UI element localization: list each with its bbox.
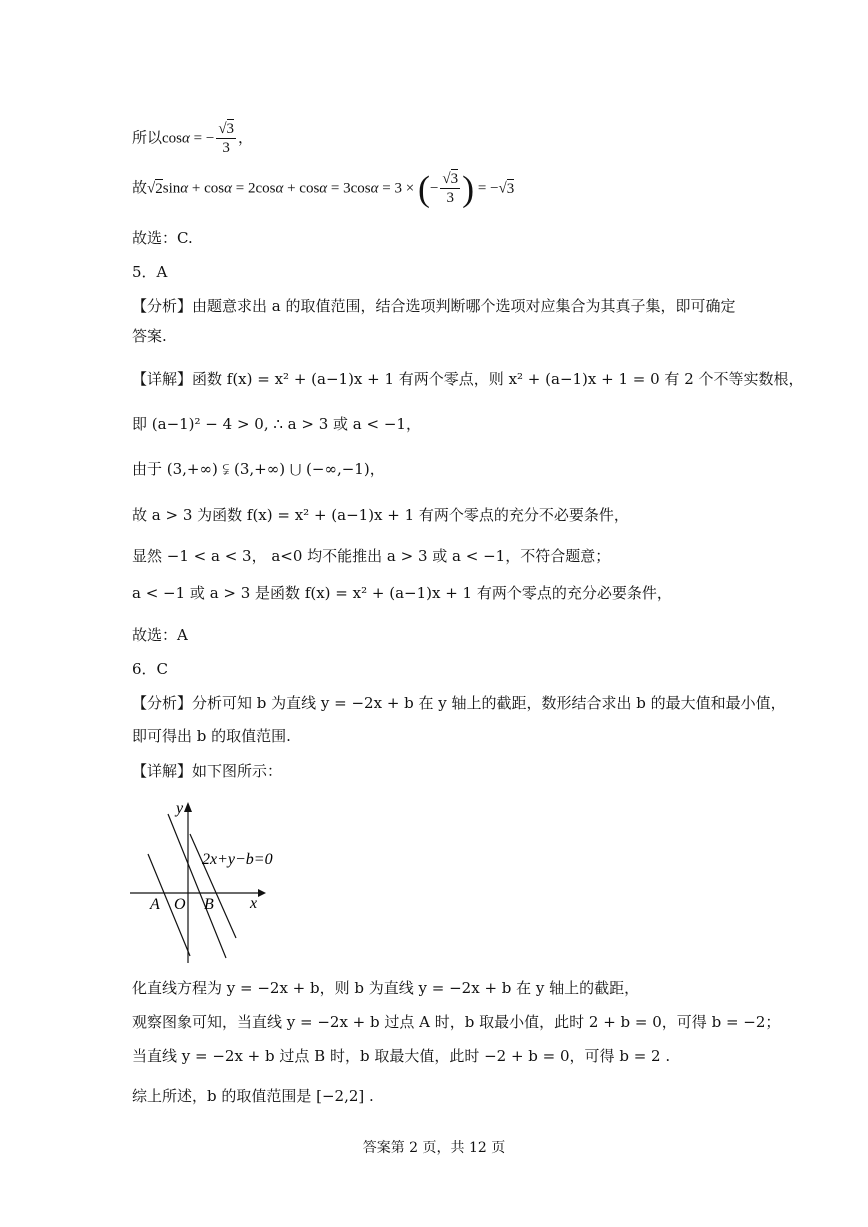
- result-line: 故√2sinα + cosα = 2cosα + cosα = 3cosα = 3 × (− $\frac{√3}{3}$ ) = −√3: [132, 168, 515, 209]
- x-axis-label: x: [250, 895, 258, 912]
- detail-5e: 显然 −1 < a < 3， a<0 均不能推出 a > 3 或 a < −1，不符合题意；: [132, 547, 611, 565]
- detail-5a: 【详解】函数 f(x) = x² + (a−1)x + 1 有两个零点，则 x² + (a−1)x + 1 = 0 有 2 个不等实数根，: [132, 370, 804, 388]
- equation-label: 2x+y−b=0: [202, 851, 273, 868]
- analysis-5a: 【分析】由题意求出 a 的取值范围，结合选项判断哪个选项对应集合为其真子集，即可确定: [132, 297, 736, 315]
- detail-5c: 由于 (3,+∞) ⫋ (3,+∞) ⋃ (−∞,−1)，: [132, 460, 385, 478]
- y-axis-label: y: [176, 800, 184, 817]
- explanation-1: 化直线方程为 y = −2x + b，则 b 为直线 y = −2x + b 在 y 轴上的截距，: [132, 979, 640, 997]
- detail-5b: 即 (a−1)² − 4 > 0, ∴ a > 3 或 a < −1，: [132, 415, 421, 433]
- line-through-o: [168, 814, 226, 958]
- point-b-label: B: [204, 896, 214, 913]
- question-5-answer: 5．A: [132, 263, 168, 281]
- origin-label: O: [174, 896, 186, 913]
- explanation-2: 观察图象可知，当直线 y = −2x + b 过点 A 时，b 取最小值，此时 2 + b = 0，可得 b = −2；: [132, 1013, 781, 1031]
- explanation-3: 当直线 y = −2x + b 过点 B 时，b 取最大值，此时 −2 + b = 0，可得 b = 2 .: [132, 1047, 671, 1065]
- x-axis-arrow: [258, 889, 266, 897]
- analysis-6b: 即可得出 b 的取值范围.: [132, 727, 291, 745]
- point-a-label: A: [150, 896, 160, 913]
- y-axis-arrow: [184, 802, 192, 812]
- detail-6: 【详解】如下图所示：: [132, 762, 283, 780]
- explanation-4: 综上所述，b 的取值范围是 [−2,2] .: [132, 1087, 374, 1105]
- detail-5f: a < −1 或 a > 3 是函数 f(x) = x² + (a−1)x + 1 有两个零点的充分必要条件，: [132, 584, 672, 602]
- question-6-answer: 6．C: [132, 660, 169, 678]
- choice-line-4: 故选：C.: [132, 229, 193, 247]
- page-footer: 答案第 2 页，共 12 页: [362, 1140, 506, 1156]
- analysis-6a: 【分析】分析可知 b 为直线 y = −2x + b 在 y 轴上的截距，数形结合求出 b 的最大值和最小值，: [132, 694, 786, 712]
- choice-line-5: 故选：A: [132, 626, 188, 644]
- line-graph-figure: [130, 798, 290, 968]
- detail-5d: 故 a > 3 为函数 f(x) = x² + (a−1)x + 1 有两个零点的充分不必要条件，: [132, 506, 629, 524]
- cos-alpha-line: 所以cosα = − $\frac{√3}{3}$ ，: [132, 121, 254, 156]
- analysis-5b: 答案.: [132, 327, 167, 345]
